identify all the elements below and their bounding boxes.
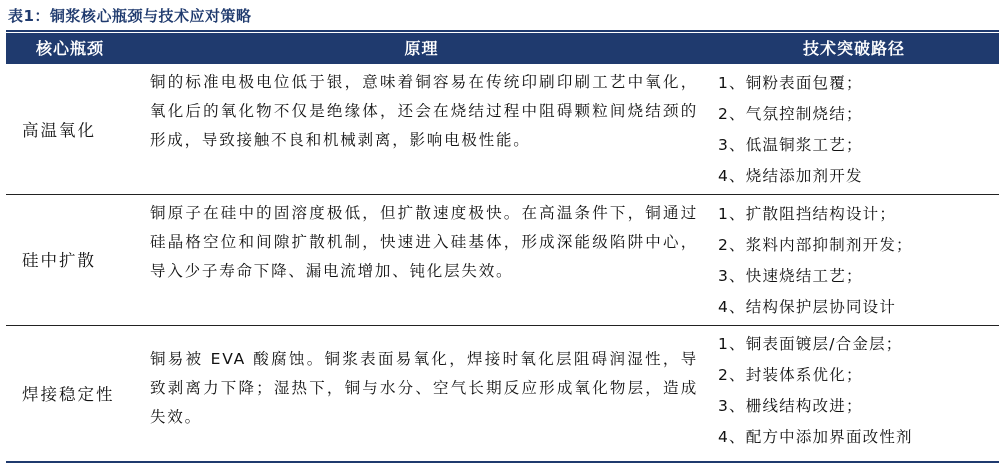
table-row (6, 64, 999, 193)
table-title: 表1：铜浆核心瓶颈与技术应对策略 (8, 7, 252, 25)
bottom-rule (6, 461, 999, 463)
bottleneck-name: 高温氧化 (22, 121, 96, 140)
breakthrough-path-item: 1、扩散阻挡结构设计； (718, 205, 897, 223)
breakthrough-path-list (718, 68, 996, 192)
bottleneck-name: 焊接稳定性 (22, 385, 115, 404)
breakthrough-path-item: 2、封装体系优化； (718, 366, 863, 384)
principle-text: 铜原子在硅中的固溶度极低，但扩散速度极快。在高温条件下，铜通过硅晶格空位和间隙扩散机制，快速进入硅基体，形成深能级陷阱中心，导入少子寿命下降、漏电流增加、钝化层失效。 (150, 204, 698, 280)
bottleneck-name: 硅中扩散 (22, 251, 96, 270)
breakthrough-path-item: 1、铜粉表面包覆； (718, 74, 863, 92)
table-row (6, 195, 999, 325)
principle-text: 铜易被 EVA 酸腐蚀。铜浆表面易氧化，焊接时氧化层阻碍润湿性，导致剥离力下降；湿热下，铜与水分、空气长期反应形成氧化物层，造成失效。 (150, 350, 698, 426)
breakthrough-path-item: 4、结构保护层协同设计 (718, 298, 897, 316)
breakthrough-path-list (718, 329, 996, 453)
principle-text: 铜的标准电极电位低于银，意味着铜容易在传统印刷印刷工艺中氧化，氧化后的氧化物不仅是绝缘体，还会在烧结过程中阻碍颗粒间烧结颈的形成，导致接触不良和机械剥离，影响电极性能。 (150, 73, 698, 149)
breakthrough-path-item: 1、铜表面镀层/合金层； (718, 335, 903, 353)
header-bottleneck: 核心瓶颈 (35, 39, 104, 58)
table-row (6, 326, 999, 461)
header-principle: 原理 (404, 39, 439, 58)
breakthrough-path-item: 2、浆料内部抑制剂开发； (718, 236, 913, 254)
breakthrough-path-item: 3、快速烧结工艺； (718, 267, 863, 285)
breakthrough-path-list (718, 199, 996, 323)
breakthrough-path-item: 3、栅线结构改进； (718, 397, 863, 415)
header-breakthrough-paths: 技术突破路径 (802, 39, 905, 58)
breakthrough-path-item: 4、烧结添加剂开发 (718, 167, 863, 185)
table-header (6, 33, 999, 64)
breakthrough-path-item: 2、气氛控制烧结； (718, 105, 863, 123)
title-rule (6, 30, 999, 32)
breakthrough-path-item: 4、配方中添加界面改性剂 (718, 428, 913, 446)
breakthrough-path-item: 3、低温铜浆工艺； (718, 136, 863, 154)
